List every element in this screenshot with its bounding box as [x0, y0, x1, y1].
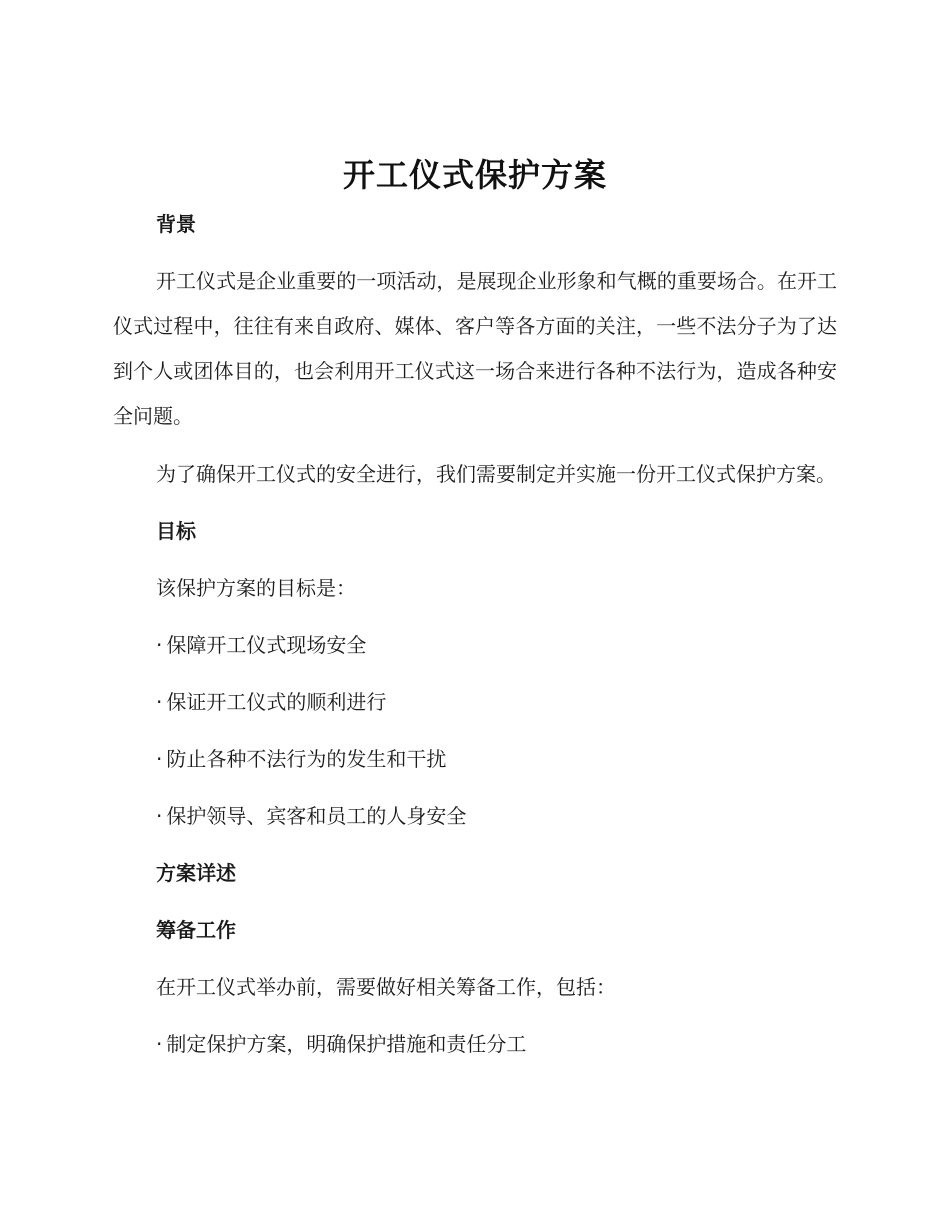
goals-intro: 该保护方案的目标是：: [156, 576, 356, 600]
section-heading-background: 背景: [156, 212, 196, 236]
preparation-intro: 在开工仪式举办前，需要做好相关筹备工作，包括：: [156, 975, 616, 999]
goal-item: · 保障开工仪式现场安全: [113, 623, 837, 668]
document-title: 开工仪式保护方案: [342, 156, 607, 194]
document-body: [113, 200, 837, 1067]
goal-item: · 防止各种不法行为的发生和干扰: [113, 737, 837, 782]
goal-item: · 保证开工仪式的顺利进行: [113, 680, 837, 725]
section-heading-details: 方案详述: [156, 861, 236, 885]
background-paragraph-1: 开工仪式是企业重要的一项活动，是展现企业形象和气概的重要场合。在开工仪式过程中，往往有来自政府、媒体、客户等各方面的关注，一些不法分子为了达到个人或团体目的，也会利用开工仪式这一场合来进行各种不法行为，造成各种安全问题。: [113, 269, 837, 428]
section-heading-goals: 目标: [156, 519, 196, 543]
subsection-heading-preparation: 筹备工作: [156, 918, 236, 942]
goal-item: · 保护领导、宾客和员工的人身安全: [113, 794, 837, 839]
background-paragraph-2: 为了确保开工仪式的安全进行，我们需要制定并实施一份开工仪式保护方案。: [156, 462, 836, 486]
preparation-item: · 制定保护方案，明确保护措施和责任分工: [113, 1022, 837, 1067]
